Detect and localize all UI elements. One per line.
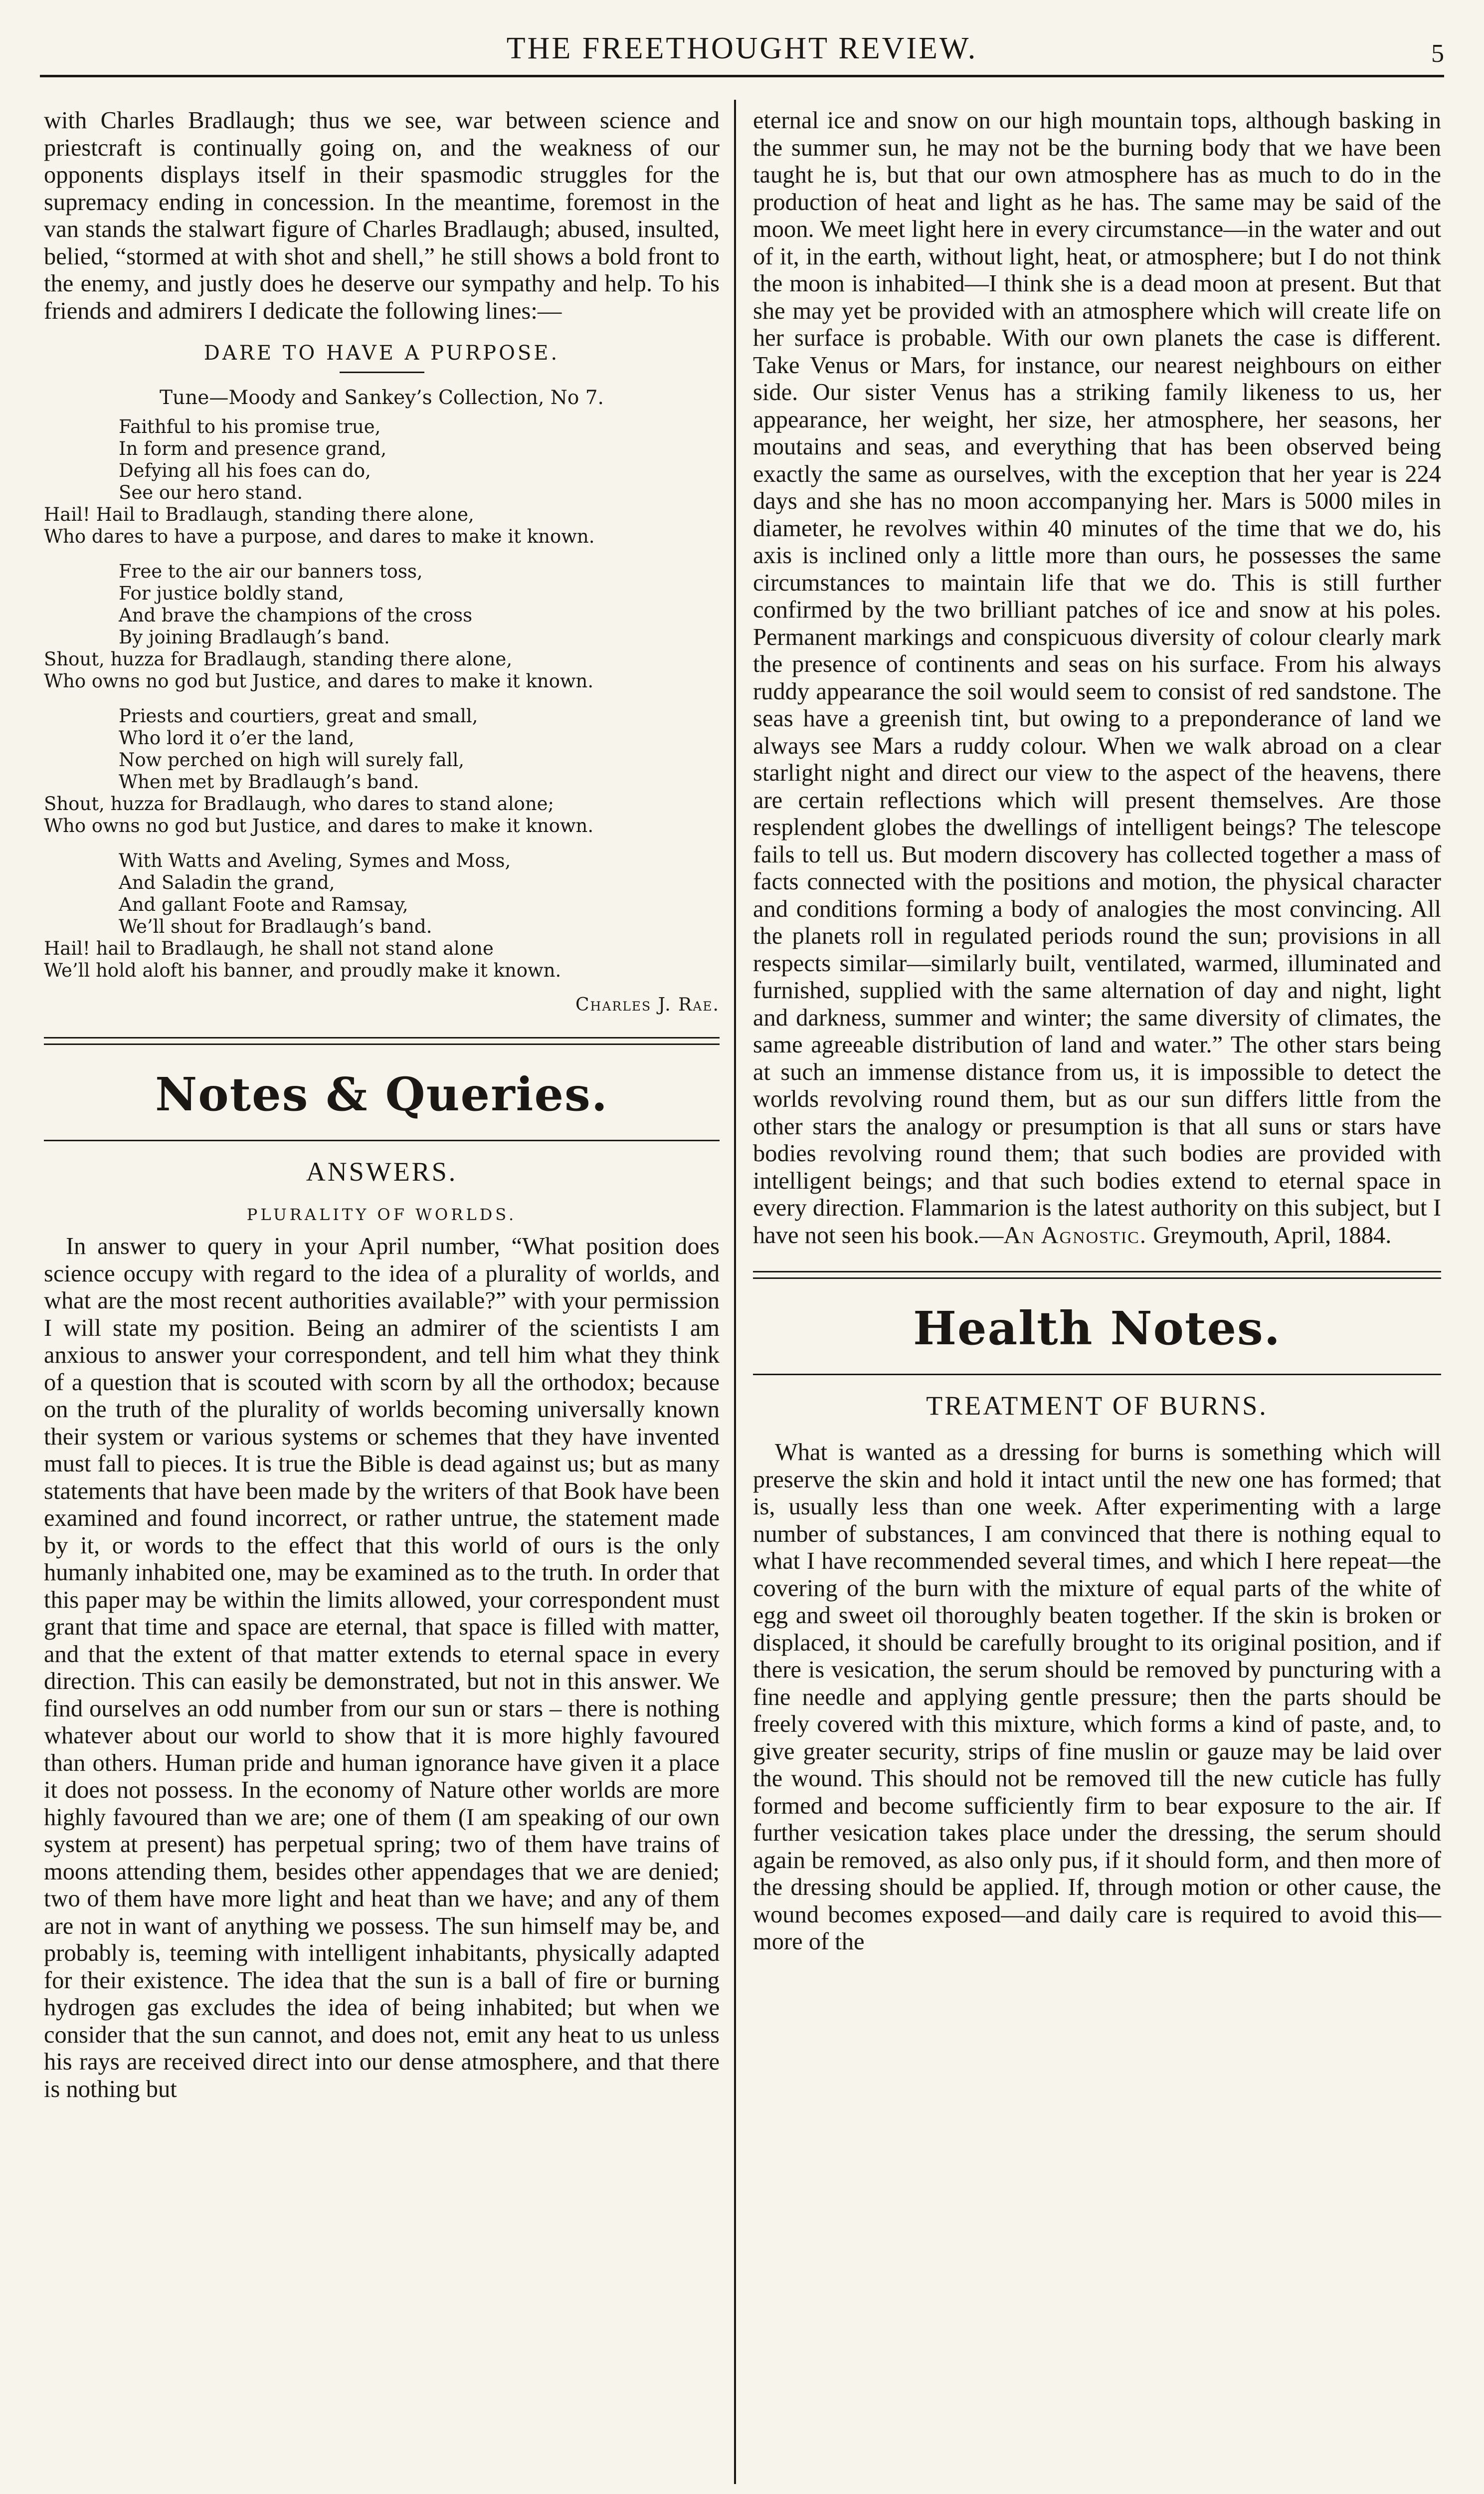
poem-chorus-line: Who owns no god but Justice, and dares to make it known. [44,815,594,836]
plurality-signature: An Agnostic. [1003,1222,1147,1248]
poem-chorus-line: We’ll hold aloft his banner, and proudly make it known. [44,960,561,981]
answers-heading: ANSWERS. [306,1157,458,1187]
poem-chorus-line: Shout, huzza for Bradlaugh, who dares to stand alone; [44,793,555,815]
column-divider [734,100,736,2484]
poem-line: By joining Bradlaugh’s band. [119,626,390,648]
poem-stanza [44,850,720,982]
poem-chorus-line: Who dares to have a purpose, and dares to make it known. [44,526,595,547]
poem-title: DARE TO HAVE A PURPOSE. [203,342,560,365]
left-column [44,107,720,2103]
poem-stanza [44,416,720,548]
heading-rule [753,1374,1441,1375]
poem-line: We’ll shout for Bradlaugh’s band. [119,916,432,937]
page-number: 5 [1431,39,1444,68]
poem-line: For justice boldly stand, [119,583,344,604]
section-divider [753,1271,1441,1279]
poem [44,342,720,1015]
poem-title-rule [340,372,424,373]
plurality-article-continued [753,107,1441,1249]
poem-line: Now perched on high will surely fall, [119,749,465,771]
poem-line: And Saladin the grand, [119,872,335,893]
poem-line: With Watts and Aveling, Symes and Moss, [119,850,511,871]
burns-heading: TREATMENT OF BURNS. [926,1391,1268,1421]
poem-line: And gallant Foote and Ramsay, [119,894,408,915]
poem-chorus-line: Shout, huzza for Bradlaugh, standing there alone, [44,648,513,670]
poem-chorus-line: Hail! hail to Bradlaugh, he shall not stand alone [44,938,494,959]
burns-article-text: What is wanted as a dressing for burns is something which will preserve the skin and hold it intact until the new one has formed; that is, usually less than one week. After experimenting with a large number of substances, I am convinced that there is nothing equal to what I have recommended several times, and which I here repeat—the covering of the burn with the mixture of equal parts of the white of egg and sweet oil thoroughly beaten together. If the skin is broken or displaced, it should be carefully brought to its original position, and if there is vesication, the serum should be removed by puncturing with a fine needle and applying gentle pressure; then the parts should be freely covered with this mixture, which forms a kind of paste, and, to give greater security, strips of fine muslin or gauze may be laid over the wound. This should not be removed till the new cuticle has fully formed and become sufficiently firm to bear exposure to the air. If further vesication takes place under the dressing, the serum should again be removed, as also only pus, if it should form, and then more of the dressing should be applied. If, through motion or other cause, the wound becomes exposed—and daily care is required to avoid this—more of the [753,1439,1441,1955]
poem-chorus-line: Who owns no god but Justice, and dares to make it known. [44,670,594,692]
poem-signature: Charles J. Rae. [575,995,720,1015]
poem-line: See our hero stand. [119,482,303,503]
poem-line: Priests and courtiers, great and small, [119,705,478,727]
intro-paragraph: with Charles Bradlaugh; thus we see, war between science and priestcraft is continually going on, and the weakness of our opponents displays itself in their spasmodic struggles for the supremacy ending in concession. In the meantime, foremost in the van stands the stalwart figure of Charles Bradlaugh; abused, insulted, belied, “stormed at with shot and shell,” he still shows a bold front to the enemy, and justly does he deserve our sympathy and help. To his friends and admirers I dedicate the following lines:— [44,107,720,324]
section-divider [44,1037,720,1045]
poem-line: Defying all his foes can do, [119,460,371,481]
poem-stanza [44,705,720,837]
plurality-article-text: In answer to query in your April number, “What position does science occupy with regard to the idea of a plurality of worlds, and what are the most recent authorities available?” with your permission I will state my position. Being an admirer of the scientists I am anxious to answer your correspondent, and tell him what they think of a question that is scouted with scorn by all the orthodox; because on the truth of the plurality of worlds becoming universally known their system or various systems or schemes that they have invented must fall to pieces. It is true the Bible is dead against us; but as many statements that have been made by the writers of that Book have been examined and found incorrect, or rather untrue, the statement made by it, or words to the effect that this world of ours is the only humanly inhabited one, may be examined as to the truth. In order that this paper may be within the limits allowed, your correspondent must grant that time and space are eternal, that space is filled with matter, and that the extent of that matter extends to eternal space in every direction. This can easily be demonstrated, but not in this answer. We find ourselves an odd number from our sun or stars – there is nothing whatever about our world to show that it is more highly favoured than others. Human pride and human ignorance have given it a place it does not possess. In the economy of Nature other worlds are more highly favoured than we are; one of them (I am speaking of our own system at present) has perpetual spring; two of them have trains of moons attending them, besides other appendages that we are denied; two of them have more light and heat than we have; and any of them are not in want of anything we possess. The sun himself may be, and probably is, teeming with intelligent inhabitants, physically adapted for their existence. The idea that the sun is a ball of fire or burning hydrogen gas excludes the idea of being inhabited; but when we consider that the sun cannot, and does not, emit any heat to us unless his rays are received direct into our dense atmosphere, and that there is nothing but [44,1233,720,2102]
poem-stanza [44,561,720,692]
right-column [753,107,1441,1956]
poem-line: Free to the air our banners toss, [119,561,423,582]
page-header [40,30,1444,77]
running-title: THE FREETHOUGHT REVIEW. [506,31,978,65]
poem-line: Faithful to his promise true, [119,416,381,437]
health-notes-heading: Health Notes. [913,1301,1281,1355]
poem-line: In form and presence grand, [119,438,387,459]
plurality-continued-text: eternal ice and snow on our high mountain tops, although basking in the summer sun, he may not be the burning body that we have been taught he is, but that our own atmosphere has as much to do in the production of heat and light as he has. The same may be said of the moon. We meet light here in every circumstance—in the water and out of it, in the earth, without light, heat, or atmosphere; but I do not think the moon is inhabited—I think she is a dead moon at present. But that she may yet be provided with an atmosphere which will create life on her surface is probable. With our own planets the case is different. Take Venus or Mars, for instance, our nearest neighbours on either side. Our sister Venus has a striking family likeness to us, her appearance, her weight, her size, her atmosphere, her seasons, her moutains and seas, and everything that has been observed being exactly the same as ourselves, with the exception that her year is 224 days and she has no moon accompanying her. Mars is 5000 miles in diameter, he revolves within 40 minutes of the time that we do, his axis is inclined only a little more than ours, he possesses the same circumstances to maintain life that we do. This is still further confirmed by the two brilliant patches of ice and snow at his poles. Permanent markings and conspicuous diversity of colour clearly mark the presence of continents and seas on his surface. From his always ruddy appearance the soil would seem to consist of red sandstone. The seas have a greenish tint, but owing to a preponderance of land we always see Mars a ruddy colour. When we walk abroad on a clear starlight night and direct our view to the aspect of the heavens, there are certain reflections which will present themselves. Are those resplendent globes the dwellings of intelligent beings? The telescope fails to tell us. But modern discovery has collected together a mass of facts connected with the positions and motion, the physical character and conditions forming a body of analogies the most convincing. All the planets roll in regulated periods round the sun; provisions in all respects similar—similarly built, ventilated, warmed, illuminated and furnished, supplied with the same alternation of day and night, light and darkness, summer and winter; the same diversity of climates, the same agreeable distribution of land and water.” The other stars being at such an immense distance from us, it is impossible to detect the worlds revolving round them, but as our sun differs little from the other stars the analogy or presumption is that all suns or stars have bodies revolving round them; that such bodies are provided with intelligent beings; and that such bodies extend to eternal space in every direction. Flammarion is the latest authority on this subject, but I have not seen his book.— [753,107,1441,1248]
heading-rule [44,1140,720,1141]
poem-chorus-line: Hail! Hail to Bradlaugh, standing there alone, [44,504,474,525]
plurality-heading: PLURALITY OF WORLDS. [246,1205,517,1224]
notes-queries-heading: Notes & Queries. [155,1067,608,1121]
poem-tune: Tune—Moody and Sankey’s Collection, No 7. [160,387,604,409]
plurality-place-date: Greymouth, April, 1884. [1146,1222,1392,1248]
poem-line: When met by Bradlaugh’s band. [119,771,419,793]
poem-line: And brave the champions of the cross [119,605,473,626]
poem-line: Who lord it o’er the land, [119,727,355,749]
